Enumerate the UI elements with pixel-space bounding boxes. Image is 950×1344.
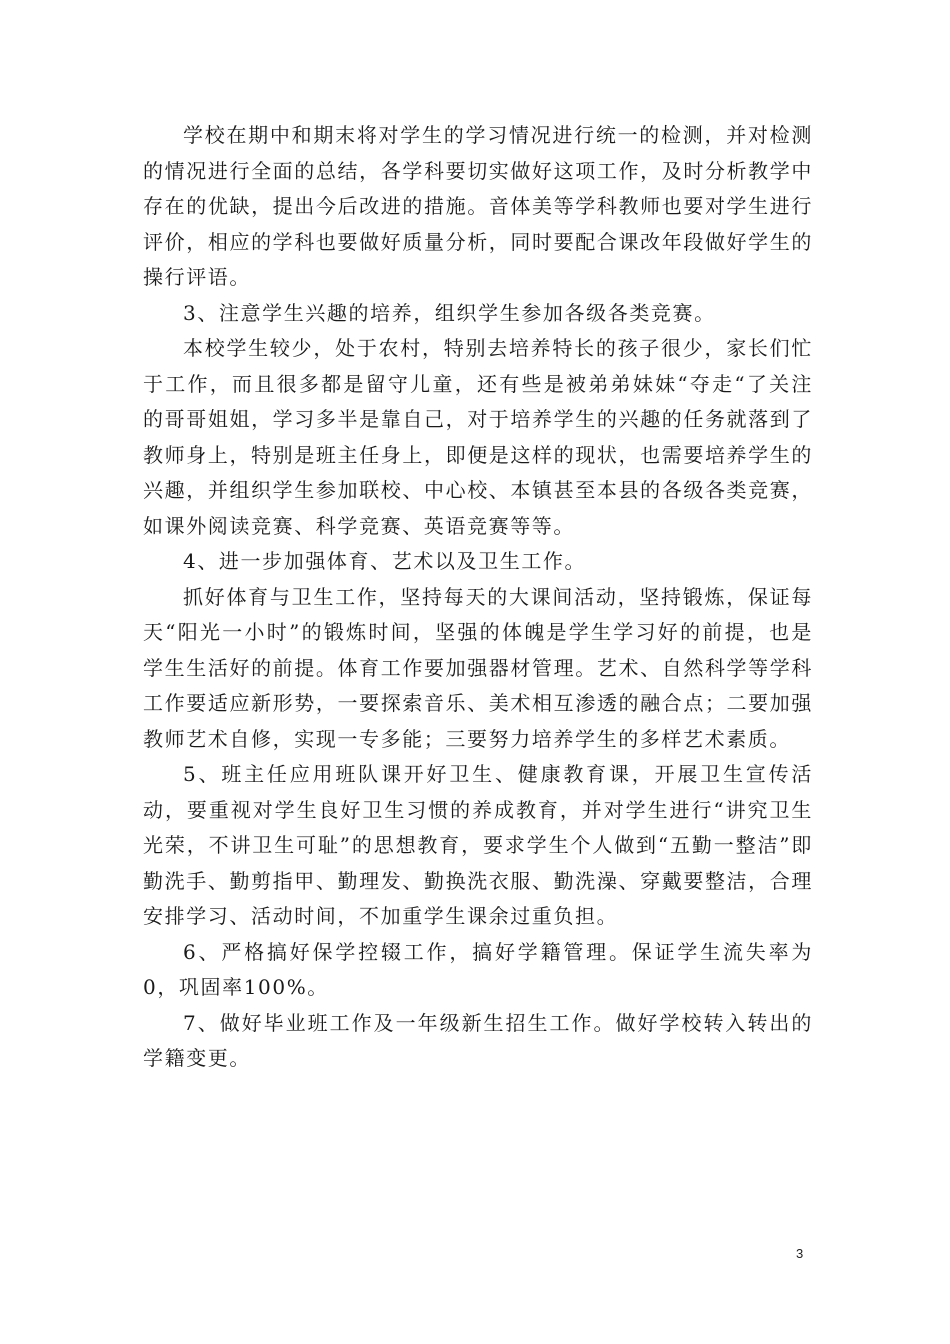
paragraph-graduation-enrollment: 7、做好毕业班工作及一年级新生招生工作。做好学校转入转出的学籍变更。 [143,1010,813,1070]
paragraph-interest-cultivation: 本校学生较少，处于农村，特别去培养特长的孩子很少，家长们忙于工作，而且很多都是留守儿童，还有些是被弟弟妹妹“夺走“了关注的哥哥姐姐，学习多半是靠自己，对于培养学生的兴趣的任务就落到了教师身上，特别是班主任身上，即便是这样的现状，也需要培养学生的兴趣，并组织学生参加联校、中心校、本镇甚至本县的各级各类竞赛，如课外阅读竞赛、科学竞赛、英语竞赛等等。 [143,336,813,538]
heading-sports-arts-hygiene: 4、进一步加强体育、艺术以及卫生工作。 [183,549,587,573]
paragraph-exam-evaluation: 学校在期中和期末将对学生的学习情况进行统一的检测，并对检测的情况进行全面的总结，各学科要切实做好这项工作，及时分析教学中存在的优缺，提出今后改进的措施。音体美等学科教师也要对学生进行评价，相应的学科也要做好质量分析，同时要配合课改年段做好学生的操行评语。 [143,123,813,289]
paragraph-sports-arts-hygiene: 抓好体育与卫生工作，坚持每天的大课间活动，坚持锻炼，保证每天“阳光一小时”的锻炼时间，坚强的体魄是学生学习好的前提，也是学生生活好的前提。体育工作要加强器材管理。艺术、自然科学等学科工作要适应新形势，一要探索音乐、美术相互渗透的融合点；二要加强教师艺术自修，实现一专多能；三要努力培养学生的多样艺术素质。 [143,584,813,751]
page-number: 3 [796,1246,804,1261]
paragraph-student-retention: 6、严格搞好保学控辍工作，搞好学籍管理。保证学生流失率为0，巩固率100%。 [143,939,813,999]
heading-interest-cultivation: 3、注意学生兴趣的培养，组织学生参加各级各类竞赛。 [183,300,716,325]
document-body [143,118,813,1077]
paragraph-hygiene-education: 5、班主任应用班队课开好卫生、健康教育课，开展卫生宣传活动，要重视对学生良好卫生习惯的养成教育，并对学生进行“讲究卫生光荣，不讲卫生可耻”的思想教育，要求学生个人做到“五勤一整洁”即勤洗手、勤剪指甲、勤理发、勤换洗衣服、勤洗澡、穿戴要整洁，合理安排学习、活动时间，不加重学生课余过重负担。 [143,762,813,928]
